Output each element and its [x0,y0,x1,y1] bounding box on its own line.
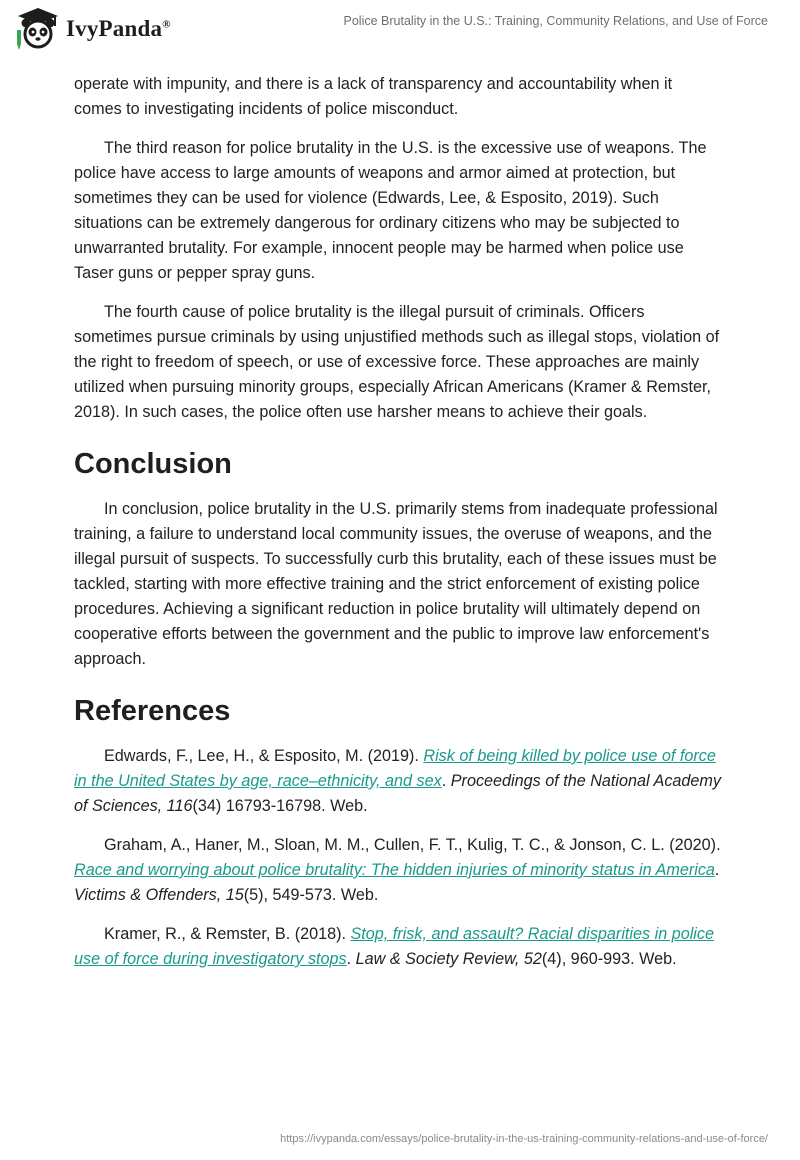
reference-details: (4), 960-993. Web. [541,950,677,968]
reference-item [74,744,722,819]
registered-mark: ® [162,18,171,31]
reference-journal: Law & Society Review, 52 [355,950,542,968]
reference-sep: . [714,861,720,879]
paragraph-third-reason: The third reason for police brutality in the U.S. is the excessive use of weapons. The police have access to large amounts of weapons and armor aimed at protection, but sometimes they can be used for violence (Edwards, Lee, & Esposito, 2019). Such situations can be extremely dangerous for ordinary citizens who may be subjected to unwarranted brutality. For example, innocent people may be harmed when police use Taser guns or pepper spray guns. [74,139,707,282]
reference-item [74,833,722,908]
page-header [0,0,800,60]
reference-authors: Graham, A., Haner, M., Sloan, M. M., Cullen, F. T., Kulig, T. C., & Jonson, C. L. (2020). [104,836,721,854]
ivypanda-logo[interactable] [14,6,171,52]
references-heading: References [74,695,231,727]
reference-journal: Proceedings of the National Academy of Sciences, 116 [74,772,721,815]
paragraph-fourth-cause: The fourth cause of police brutality is the illegal pursuit of criminals. Officers sometimes pursue criminals by using unjustified methods such as illegal stops, violation of the right to freedom of speech, or use of excessive force. These approaches are mainly utilized when pursuing minority groups, especially African Americans (Kramer & Remster, 2018). In such cases, the police often use harsher means to achieve their goals. [74,303,720,421]
reference-authors: Kramer, R., & Remster, B. (2018). [104,925,351,943]
page-url: https://ivypanda.com/essays/police-brutality-in-the-us-training-community-relations-and-use-of-force/ [280,1133,768,1145]
reference-details: (34) 16793-16798. Web. [192,797,368,815]
conclusion-paragraph: In conclusion, police brutality in the U.S. primarily stems from inadequate professional training, a failure to understand local community issues, the overuse of weapons, and the illegal pursuit of suspects. To successfully curb this brutality, each of these issues must be tackled, starting with more effective training and the strict enforcement of existing police procedures. Achieving a significant reduction in police brutality will ultimately depend on cooperative efforts between the government and the public to improve law enforcement's approach. [74,500,718,668]
conclusion-heading: Conclusion [74,448,232,480]
panda-graduate-icon [14,6,62,52]
essay-content [74,72,722,986]
reference-journal: Victims & Offenders, 15 [74,886,244,904]
reference-authors: Edwards, F., Lee, H., & Esposito, M. (2019). [104,747,424,765]
reference-link[interactable]: Stop, frisk, and assault? Racial disparities in police use of force during investigatory stops [74,925,714,968]
reference-details: (5), 549-573. Web. [243,886,379,904]
reference-link[interactable]: Race and worrying about police brutality: The hidden injuries of minority status in America [74,861,715,879]
paragraph-continued: operate with impunity, and there is a lack of transparency and accountability when it comes to investigating incidents of police misconduct. [74,75,673,118]
document-title: Police Brutality in the U.S.: Training, Community Relations, and Use of Force [343,14,768,28]
brand-name: IvyPanda® [66,16,171,41]
reference-item [74,922,722,972]
reference-sep: . [441,772,451,790]
reference-link[interactable]: Risk of being killed by police use of force in the United States by age, race–ethnicity, and sex [74,747,716,790]
reference-sep: . [346,950,356,968]
